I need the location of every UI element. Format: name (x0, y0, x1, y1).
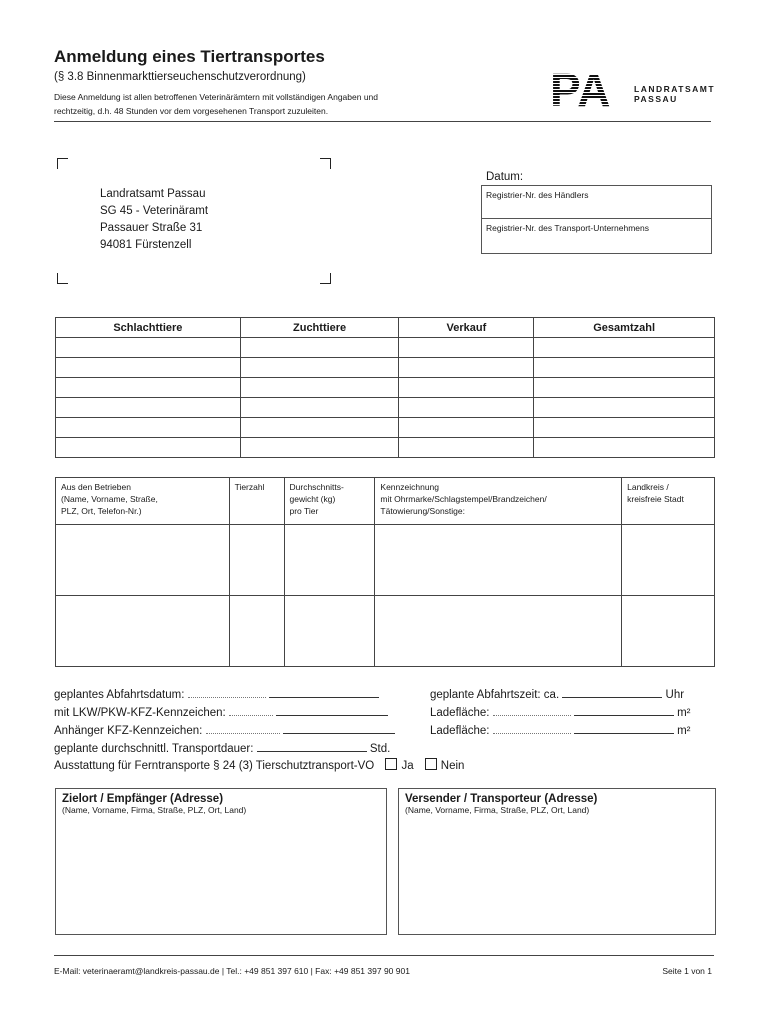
header-line: (Name, Vorname, Straße, (61, 494, 158, 504)
header-line: mit Ohrmarke/Schlagstempel/Brandzeichen/ (380, 494, 547, 504)
col-kennzeichnung (375, 478, 622, 525)
table-row (56, 378, 715, 398)
col-verkauf: Verkauf (399, 318, 534, 338)
table-cell[interactable] (534, 438, 715, 458)
col-gesamtzahl: Gesamtzahl (534, 318, 715, 338)
m2-label-1: m² (677, 707, 691, 719)
table-row (56, 398, 715, 418)
versender-subtitle: (Name, Vorname, Firma, Straße, PLZ, Ort, Land) (405, 805, 590, 815)
header-line: Kennzeichnung (380, 482, 440, 492)
table-cell[interactable] (399, 338, 534, 358)
table-cell[interactable] (56, 438, 241, 458)
table-cell[interactable] (399, 358, 534, 378)
anhaenger-input[interactable] (283, 722, 395, 734)
intro-line-1: Diese Anmeldung ist allen betroffenen Veterinärämtern mit vollständigen Angaben und (54, 92, 379, 102)
dealer-registration-field[interactable]: Registrier-Nr. des Händlers (486, 190, 589, 200)
table-cell[interactable] (56, 378, 241, 398)
abfahrtsdatum-label: geplantes Abfahrtsdatum: (54, 689, 185, 701)
table-cell[interactable] (284, 596, 375, 667)
header-line: Aus den Betrieben (61, 482, 131, 492)
table-row (56, 438, 715, 458)
table-row (56, 418, 715, 438)
address-corner-bl (57, 273, 68, 284)
versender-header (399, 789, 715, 819)
ladeflaeche-2-dotted (493, 722, 571, 734)
origin-table (55, 477, 715, 667)
origin-header-row (56, 478, 715, 525)
table-cell[interactable] (240, 378, 399, 398)
table-cell[interactable] (399, 418, 534, 438)
footer-contact: E-Mail: veterinaeramt@landkreis-passau.de | Tel.: +49 851 397 610 | Fax: +49 851 397 90 901 (54, 966, 410, 976)
table-row (56, 358, 715, 378)
nein-checkbox[interactable] (425, 758, 437, 770)
table-cell[interactable] (622, 596, 715, 667)
nein-label: Nein (440, 760, 465, 772)
table-row (56, 596, 715, 667)
ausstattung-label: Ausstattung für Ferntransporte § 24 (3) Tierschutztransport-VO (54, 760, 375, 772)
zielort-subtitle: (Name, Vorname, Firma, Straße, PLZ, Ort, Land) (62, 805, 247, 815)
table-cell[interactable] (56, 418, 241, 438)
lkw-dotted (229, 704, 273, 716)
m2-label-2: m² (677, 725, 691, 737)
table-cell[interactable] (229, 596, 284, 667)
ja-checkbox[interactable] (385, 758, 397, 770)
field-lkw (54, 704, 464, 722)
ladeflaeche-1-dotted (493, 704, 571, 716)
col-betriebe (56, 478, 230, 525)
page-number: Seite 1 von 1 (662, 966, 712, 976)
table-cell[interactable] (534, 398, 715, 418)
table-cell[interactable] (534, 358, 715, 378)
table-cell[interactable] (534, 418, 715, 438)
table-cell[interactable] (622, 525, 715, 596)
abfahrtsdatum-input[interactable] (269, 686, 379, 698)
ladeflaeche-1-input[interactable] (574, 704, 674, 716)
lkw-input[interactable] (276, 704, 388, 716)
table-cell[interactable] (240, 418, 399, 438)
header-line: Durchschnitts- (289, 482, 344, 492)
header-line: gewicht (kg) (289, 494, 336, 504)
form-title: Anmeldung eines Tiertransportes (54, 47, 325, 66)
header-line: kreisfreie Stadt (627, 494, 684, 504)
table-cell[interactable] (56, 596, 230, 667)
header-line: Tierzahl (234, 482, 265, 492)
address-corner-br (320, 273, 331, 284)
uhr-label: Uhr (665, 689, 685, 701)
dauer-input[interactable] (257, 740, 367, 752)
table-cell[interactable] (56, 525, 230, 596)
logo-line-1: LANDRATSAMT (634, 84, 716, 94)
table-cell[interactable] (240, 358, 399, 378)
table-cell[interactable] (240, 398, 399, 418)
ladeflaeche-2-input[interactable] (574, 722, 674, 734)
table-cell[interactable] (534, 378, 715, 398)
ladeflaeche-1-label: Ladefläche: (430, 707, 490, 719)
animals-table (55, 317, 715, 458)
intro-text (54, 90, 494, 118)
table-cell[interactable] (399, 398, 534, 418)
ja-label: Ja (401, 760, 414, 772)
address-line-2: SG 45 - Veterinäramt (100, 205, 209, 217)
field-ladeflaeche-1 (430, 704, 691, 722)
address-corner-tr (320, 158, 331, 169)
dauer-label: geplante durchschnittl. Transportdauer: (54, 743, 254, 755)
address-line-4: 94081 Fürstenzell (100, 239, 192, 251)
col-schlachttiere: Schlachttiere (56, 318, 241, 338)
field-anhaenger (54, 722, 464, 740)
intro-line-2: rechtzeitig, d.h. 48 Stunden vor dem vorgesehenen Transport zuzuleiten. (54, 106, 329, 116)
zielort-header (56, 789, 386, 819)
table-cell[interactable] (284, 525, 375, 596)
table-cell[interactable] (56, 358, 241, 378)
lkw-label: mit LKW/PKW-KFZ-Kennzeichen: (54, 707, 226, 719)
table-row (56, 338, 715, 358)
field-ausstattung (54, 758, 464, 775)
registration-divider (481, 218, 711, 219)
animals-header-row (56, 318, 715, 338)
pa-logo-mark (548, 66, 632, 110)
logo-text (634, 84, 715, 104)
transport-fields-right (430, 686, 691, 740)
header-line: PLZ, Ort, Telefon-Nr.) (61, 506, 142, 516)
datum-label: Datum: (486, 171, 524, 183)
anhaenger-dotted (206, 722, 280, 734)
field-ladeflaeche-2 (430, 722, 691, 740)
header-line: pro Tier (289, 506, 319, 516)
form-subtitle: (§ 3.8 Binnenmarkttierseuchenschutzverordnung) (54, 71, 306, 83)
table-cell[interactable] (240, 438, 399, 458)
logo-line-2: PASSAU (634, 94, 678, 104)
zielort-box[interactable] (55, 788, 387, 935)
table-cell[interactable] (399, 438, 534, 458)
col-landkreis (622, 478, 715, 525)
versender-title: Versender / Transporteur (Adresse) (405, 793, 598, 805)
header-line: Tätowierung/Sonstige: (380, 506, 465, 516)
transport-fields-left (54, 686, 464, 775)
address-corner-tl (57, 158, 68, 169)
address-line-1: Landratsamt Passau (100, 188, 206, 200)
table-cell[interactable] (56, 398, 241, 418)
versender-box[interactable] (398, 788, 716, 935)
logo-mark-text: PA (550, 66, 611, 110)
table-cell[interactable] (229, 525, 284, 596)
recipient-address (100, 186, 208, 254)
std-label: Std. (369, 743, 391, 755)
table-row (56, 525, 715, 596)
header-line: Landkreis / (627, 482, 669, 492)
table-cell[interactable] (375, 596, 622, 667)
ladeflaeche-2-label: Ladefläche: (430, 725, 490, 737)
field-abfahrtszeit (430, 686, 691, 704)
table-cell[interactable] (375, 525, 622, 596)
field-abfahrtsdatum (54, 686, 464, 704)
footer-divider (54, 955, 714, 956)
table-cell[interactable] (534, 338, 715, 358)
table-cell[interactable] (56, 338, 241, 358)
anhaenger-label: Anhänger KFZ-Kennzeichen: (54, 725, 203, 737)
abfahrtsdatum-dotted (188, 686, 266, 698)
abfahrtszeit-label: geplante Abfahrtszeit: ca. (430, 689, 560, 701)
col-durchschnittsgewicht (284, 478, 375, 525)
header-divider (54, 121, 711, 122)
col-zuchttiere: Zuchttiere (240, 318, 399, 338)
abfahrtszeit-input[interactable] (562, 686, 662, 698)
field-dauer (54, 740, 464, 758)
address-line-3: Passauer Straße 31 (100, 222, 203, 234)
table-cell[interactable] (399, 378, 534, 398)
zielort-title: Zielort / Empfänger (Adresse) (62, 793, 224, 805)
table-cell[interactable] (240, 338, 399, 358)
col-tierzahl (229, 478, 284, 525)
transport-registration-field[interactable]: Registrier-Nr. des Transport-Unternehmens (486, 223, 649, 233)
